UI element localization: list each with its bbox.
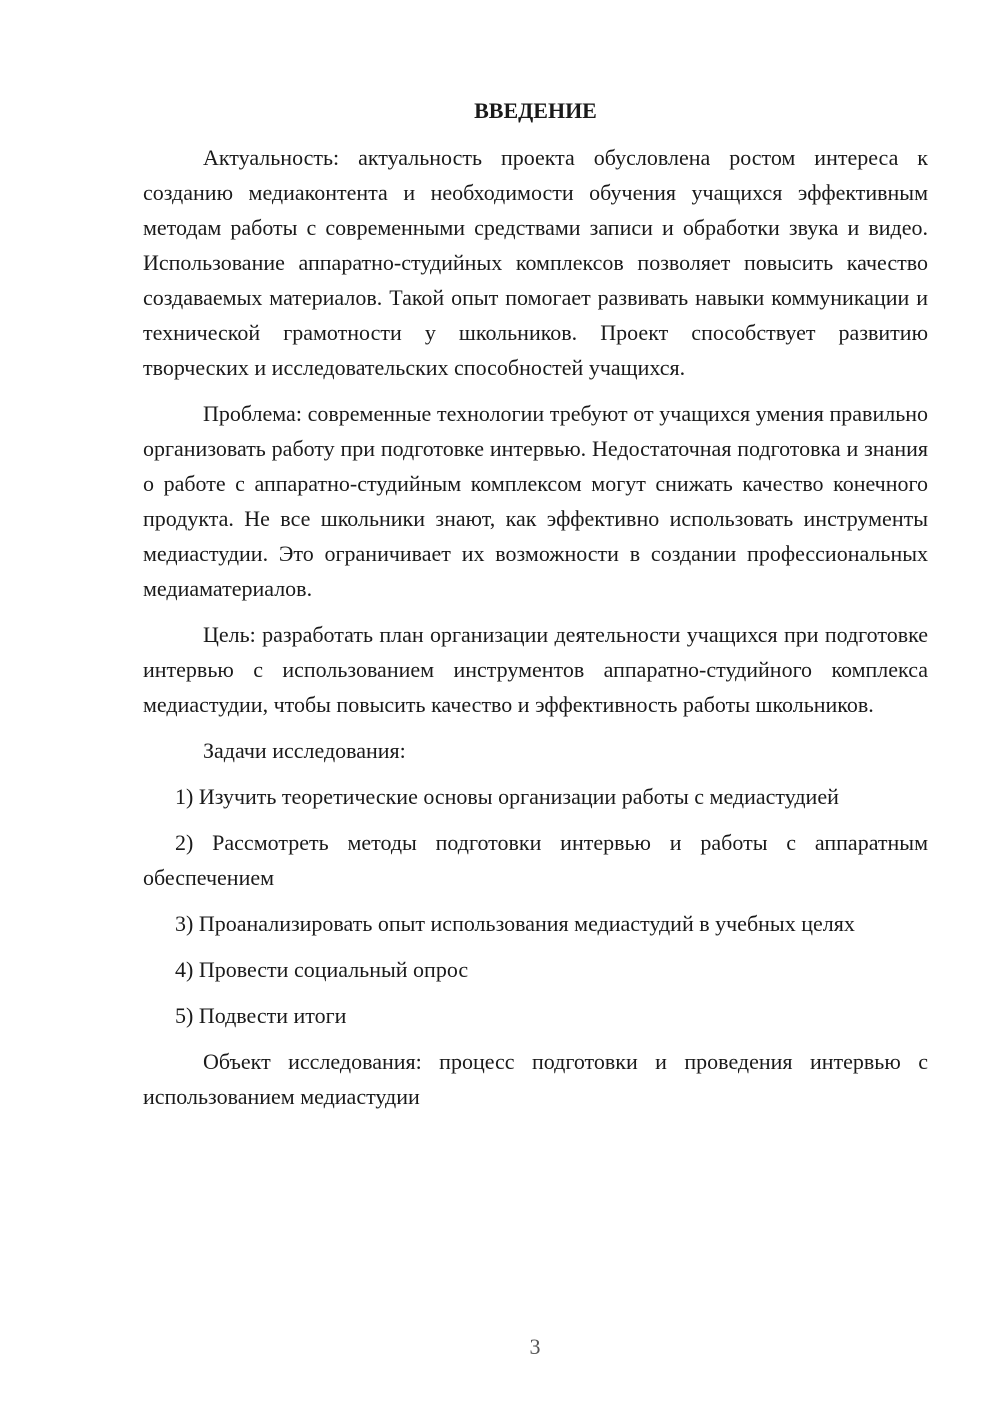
relevance-paragraph: Актуальность: актуальность проекта обусловлена ростом интереса к созданию медиаконтента и необходимости обучения учащихся эффективным методам работы с современными средствами записи и обработки звука и видео. Использование аппаратно-студийных комплексов позволяет повысить качество создаваемых материалов. Такой опыт помогает развивать навыки коммуникации и технической грамотности у школьников. Проект способствует развитию творческих и исследовательских способностей учащихся. (143, 145, 928, 380)
task-item: 2) Рассмотреть методы подготовки интервью и работы с аппаратным обеспечением (143, 830, 928, 890)
task-item: 4) Провести социальный опрос (175, 957, 469, 982)
task-item: 3) Проанализировать опыт использования медиастудий в учебных целях (175, 911, 855, 936)
document-body (143, 93, 928, 1125)
goal-paragraph: Цель: разработать план организации деятельности учащихся при подготовке интервью с использованием инструментов аппаратно-студийного комплекса медиастудии, чтобы повысить качество и эффективность работы школьников. (143, 622, 928, 717)
task-item: 5) Подвести итоги (175, 1003, 347, 1028)
tasks-title: Задачи исследования: (203, 738, 406, 763)
task-item: 1) Изучить теоретические основы организации работы с медиастудией (175, 784, 839, 809)
page-title: ВВЕДЕНИЕ (474, 98, 597, 123)
object-paragraph: Объект исследования: процесс подготовки и проведения интервью с использованием медиастудии (143, 1049, 928, 1109)
problem-paragraph: Проблема: современные технологии требуют от учащихся умения правильно организовать работу при подготовке интервью. Недостаточная подготовка и знания о работе с аппаратно-студийным комплексом могут снижать качество конечного продукта. Не все школьники знают, как эффективно использовать инструменты медиастудии. Это ограничивает их возможности в создании профессиональных медиаматериалов. (143, 401, 928, 601)
page-number: 3 (529, 1334, 541, 1359)
